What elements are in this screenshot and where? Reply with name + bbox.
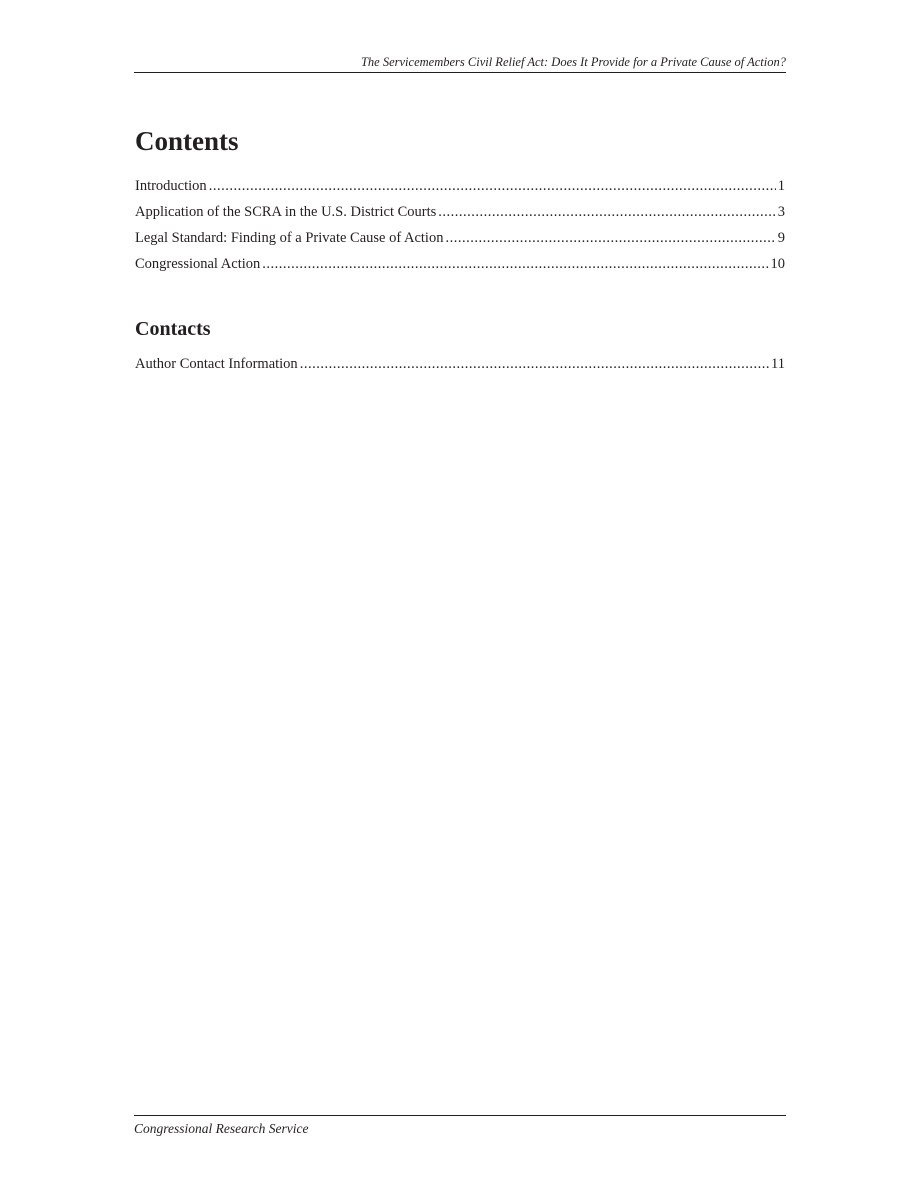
toc-entry-page: 3 <box>777 204 785 220</box>
toc-entry-page: 1 <box>777 178 785 194</box>
running-header-title: The Servicemembers Civil Relief Act: Does It Provide for a Private Cause of Action? <box>360 55 786 69</box>
toc-entry-label: Introduction <box>135 178 207 194</box>
contents-heading: Contents <box>135 126 239 156</box>
toc-entry-introduction[interactable] <box>135 176 785 202</box>
toc-entry-application-of-scra[interactable] <box>135 202 785 228</box>
dot-leader <box>445 228 775 248</box>
toc-entry-label: Author Contact Information <box>135 356 298 372</box>
running-footer <box>134 1115 786 1137</box>
toc-entry-page: 10 <box>770 256 785 272</box>
toc-entry-page: 9 <box>777 230 785 246</box>
toc-entry-label: Legal Standard: Finding of a Private Cause of Action <box>135 230 444 246</box>
toc-entry-legal-standard[interactable] <box>135 228 785 254</box>
contacts-heading: Contacts <box>135 318 211 340</box>
toc-entry-label: Congressional Action <box>135 256 261 272</box>
contacts-list <box>135 354 785 380</box>
dot-leader <box>438 202 775 222</box>
toc-entry-congressional-action[interactable] <box>135 254 785 280</box>
toc-entry-label: Application of the SCRA in the U.S. District Courts <box>135 204 437 220</box>
dot-leader <box>300 354 769 374</box>
toc-entry-author-contact-information[interactable] <box>135 354 785 380</box>
dot-leader <box>262 254 768 274</box>
dot-leader <box>209 176 776 196</box>
contents-list <box>135 176 785 280</box>
toc-entry-page: 11 <box>771 356 785 372</box>
footer-publisher: Congressional Research Service <box>134 1121 309 1136</box>
running-header <box>134 55 786 73</box>
